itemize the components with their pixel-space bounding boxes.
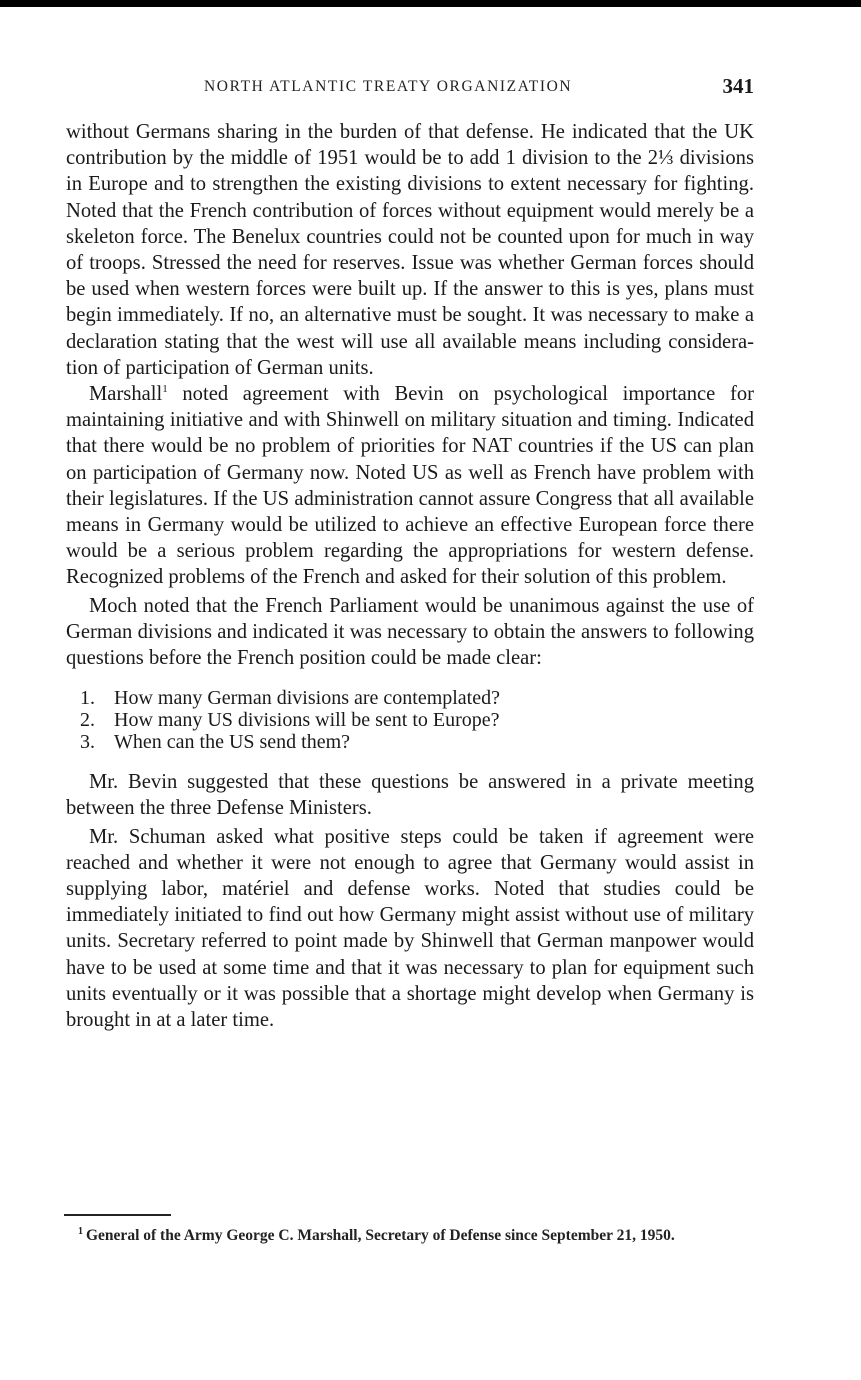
marshall-remarks: noted agreement with Bevin on psychological importance for maintaining initiative and with Shinwell on military situation and timing. Indicated that there would be no problem of priorities for NAT countries if the US can plan on participation of Germany now. Noted US as well as French have problem with their legislatures. If the US administration cannot assure Congress that all available means in Germany would be utilized to achieve an effective European force there would be a serious problem regarding the appropriations for western defense. Recognized problems of the French and asked for their solution of this problem. [66,383,754,589]
footnote [64,1226,754,1246]
footnote-text: General of the Army George C. Marshall, Secretary of Defense since September 21, 1950. [86,1227,675,1244]
top-border-rule [0,0,861,7]
question-text: How many US divisions will be sent to Europe? [114,709,500,732]
question-item [80,709,754,731]
question-number: 1. [80,687,95,710]
footnote-reference: 1 [162,383,168,396]
paragraph-schuman: Mr. Schuman asked what positive steps could be taken if agreement were reached and whether it were not enough to agree that Germany would assist in supplying labor, matériel and defense works. Noted that studies could be immediately initiated to find out how Germany might assist without use of military units. Secretary referred to point made by Shinwell that German manpower would have to be used at some time and that it was necessary to plan for equipment such units eventually or it was possible that a shortage might develop when Germany is brought in at a later time. [66,825,754,1032]
running-title: NORTH ATLANTIC TREATY ORGANIZATION [204,78,573,95]
running-head [64,74,754,104]
paragraph-continuation: without Germans sharing in the burden of that defense. He indicated that the UK contribution by the middle of 1951 would be to add 1 division to the 2⅓ divisions in Europe and to strengthen the existing divisions to extent necessary for fighting. Noted that the French contribution of forces without equipment would merely be a skeleton force. The Benelux countries could not be counted upon for much in way of troops. Stressed the need for reserves. Issue was whether German forces should be used when western forces were built up. If the answer to this is yes, plans must begin immediately. If no, an alternative must be sought. It was necessary to make a declaration stating that the west will use all available means including consideration of participation of German units. [66,121,754,379]
question-list [80,687,754,753]
question-number: 2. [80,709,95,732]
question-item [80,687,754,709]
page-number: 341 [722,74,754,98]
question-number: 3. [80,731,95,754]
footnote-mark: 1 [78,1226,83,1237]
footnote-rule [64,1214,171,1216]
body-text [66,119,754,1033]
question-text: How many German divisions are contemplated? [114,687,500,710]
question-text: When can the US send them? [114,731,351,754]
marshall-name: Marshall [89,383,163,406]
question-item [80,731,754,753]
paragraph-marshall [66,381,754,591]
paragraph-bevin: Mr. Bevin suggested that these questions be answered in a private meeting between the three Defense Ministers. [66,771,754,820]
paragraph-moch: Moch noted that the French Parliament would be unanimous against the use of German divisions and indicated it was necessary to obtain the answers to following questions before the French position could be made clear: [66,594,754,670]
